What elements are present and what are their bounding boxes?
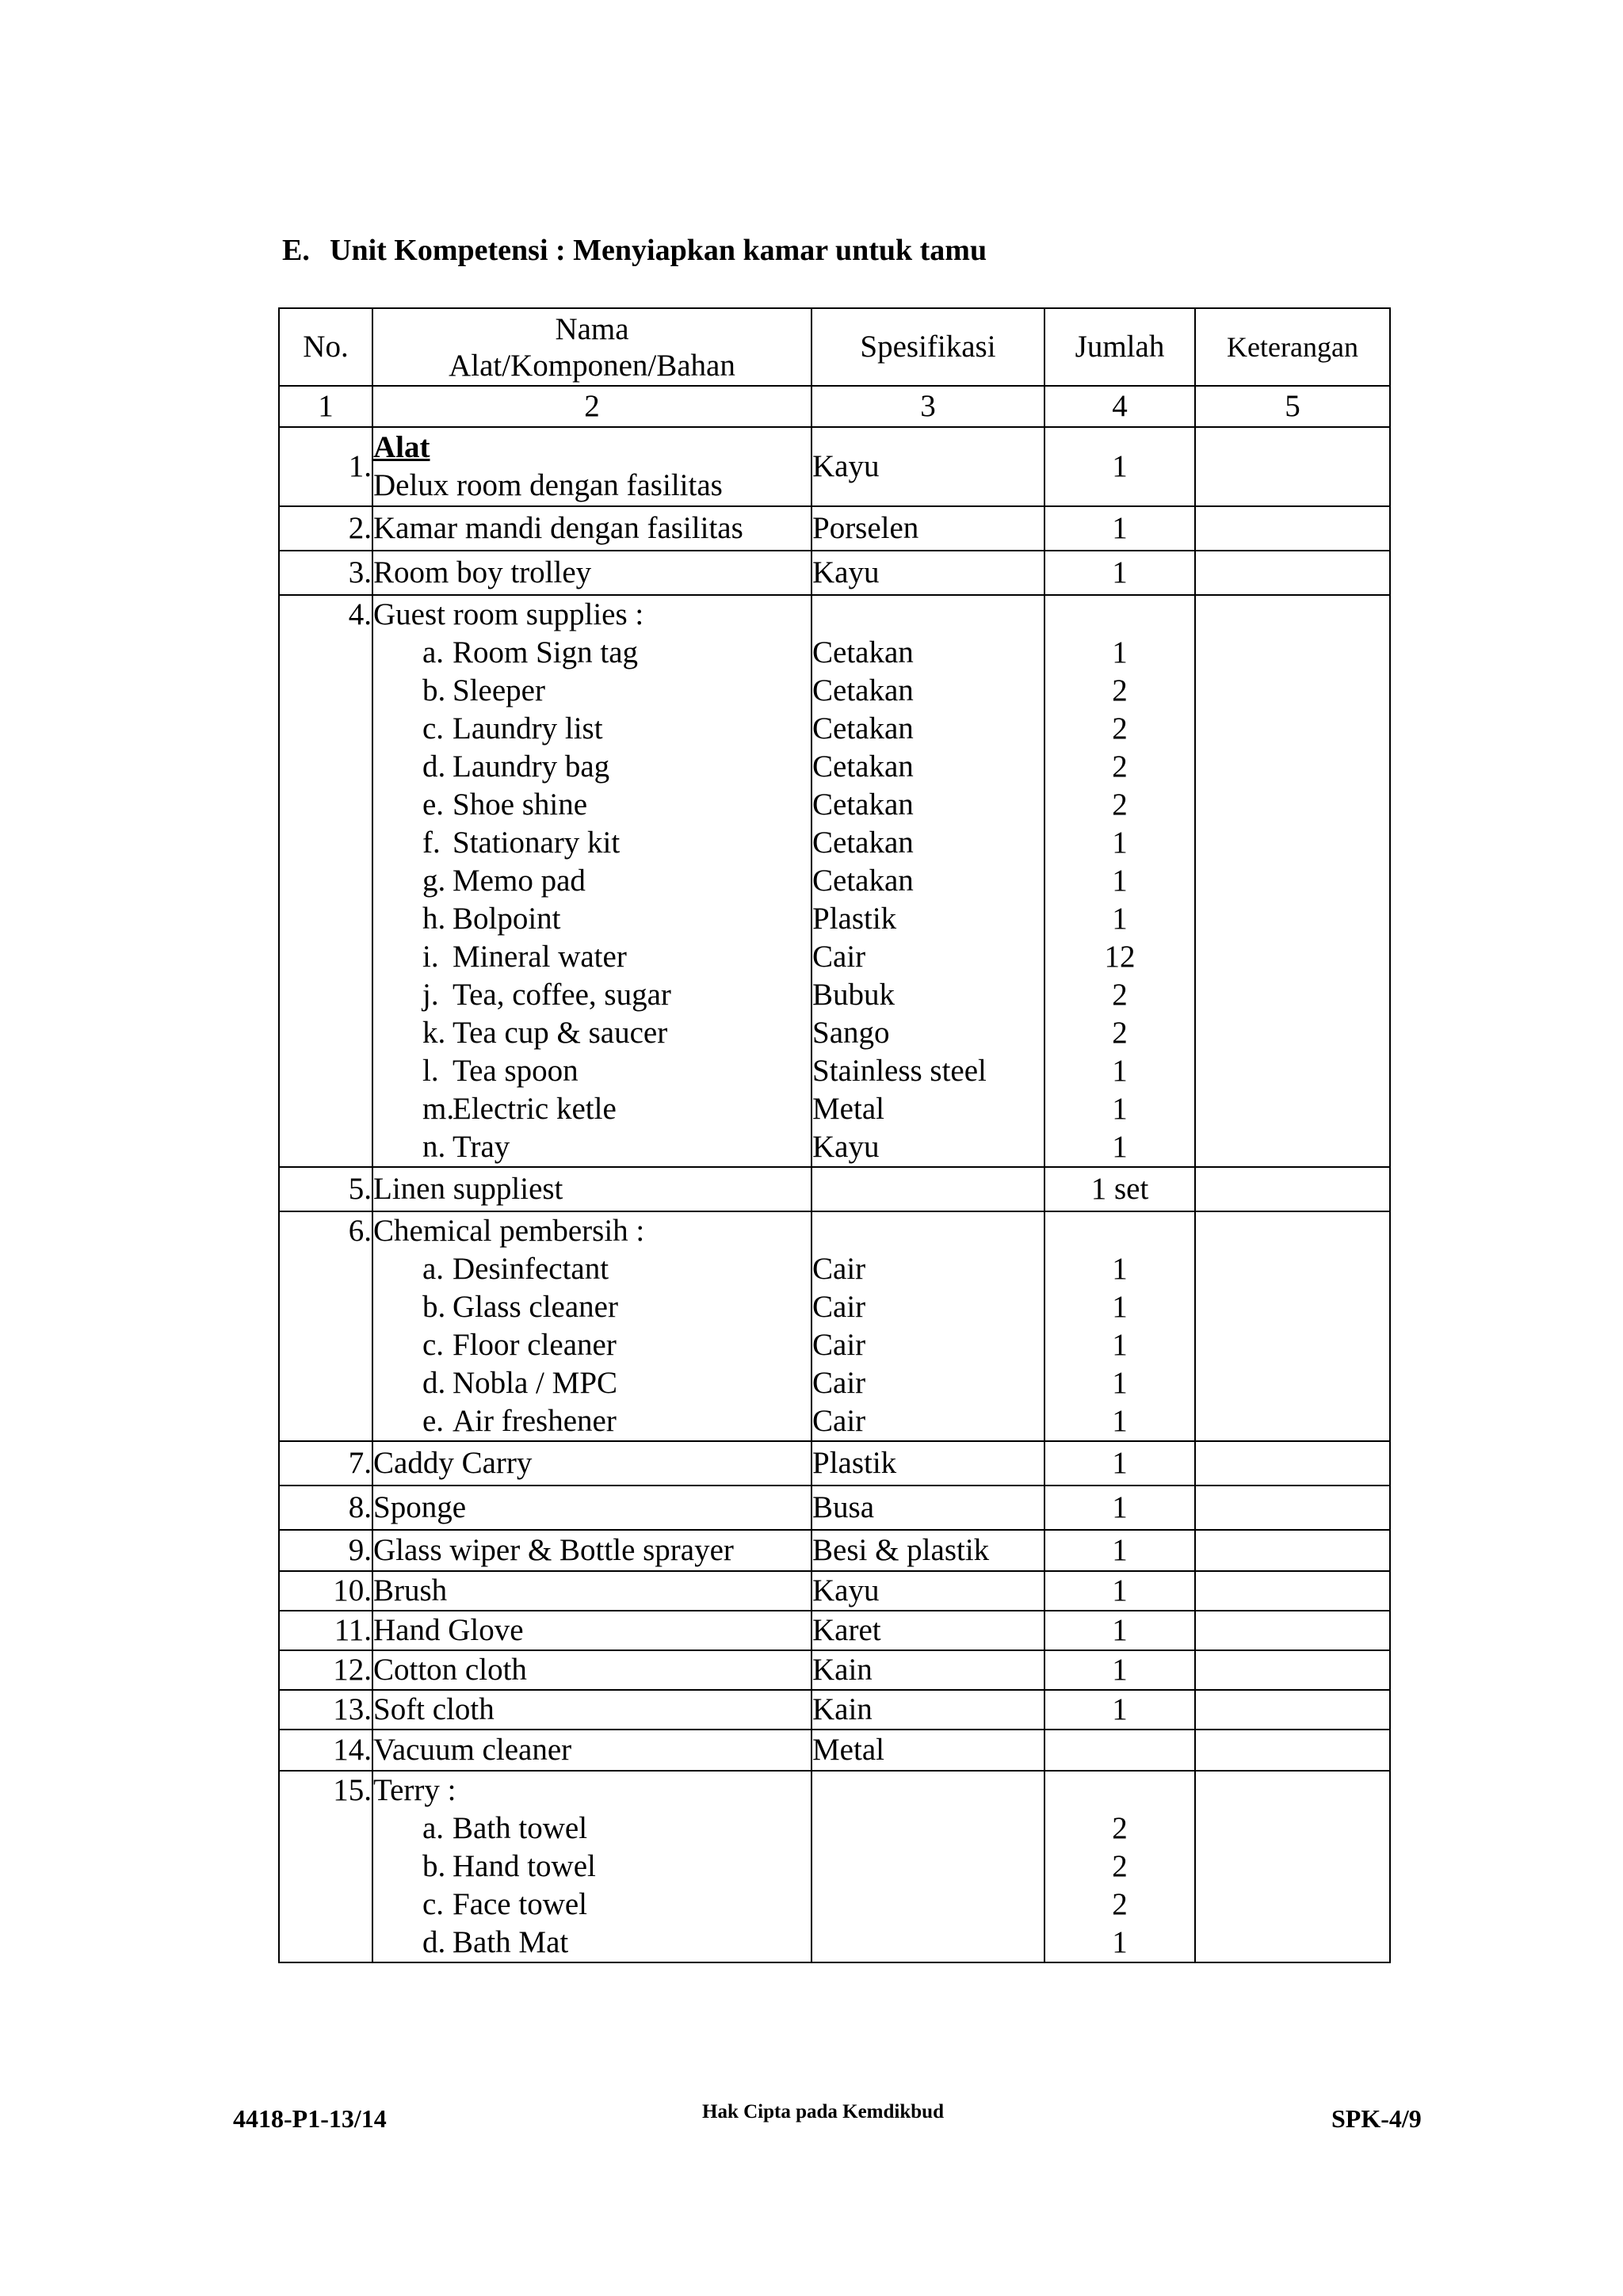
sub-item-qty: 1 (1112, 1130, 1128, 1164)
row-spec-cell (812, 1771, 1044, 1962)
row-name: Delux room dengan fasilitas (373, 468, 723, 502)
table-row (279, 1690, 1390, 1730)
sub-item-name: Mineral water (453, 940, 627, 974)
row-spec-cell: Plastik (812, 1441, 1044, 1486)
row-note-cell (1195, 1650, 1390, 1690)
row-note-cell (1195, 506, 1390, 551)
sub-item-letter: a. (422, 635, 445, 669)
row-note-cell (1195, 1441, 1390, 1486)
sub-item-spec: Cetakan (812, 711, 914, 746)
section-letter: E. (282, 234, 310, 267)
sub-item-qty: 2 (1112, 711, 1128, 746)
row-name-cell: Soft cloth (372, 1690, 812, 1730)
sub-item-qty: 1 (1112, 1252, 1128, 1286)
sub-item (373, 1886, 811, 1924)
sub-item (373, 672, 811, 710)
sub-item-letter: c. (422, 711, 445, 746)
sub-item-letter: g. (422, 864, 446, 898)
sub-item-spec: Cetakan (812, 635, 914, 669)
row-spec-cell (812, 1211, 1044, 1441)
sub-item (373, 1014, 811, 1052)
row-spec-cell (812, 595, 1044, 1167)
spacer (1045, 1212, 1194, 1250)
sub-item-spec (812, 1848, 1044, 1886)
row-note-cell (1195, 1486, 1390, 1530)
sub-item-name: Room Sign tag (453, 635, 639, 669)
footer-page: SPK-4/9 (1331, 2104, 1422, 2133)
header-name (372, 308, 812, 386)
sub-item-name: Tea cup & saucer (453, 1016, 668, 1050)
sub-item (373, 976, 811, 1014)
sub-item-name: Laundry bag (453, 749, 610, 784)
sub-item-name: Glass cleaner (453, 1290, 618, 1324)
row-qty-cell: 1 (1044, 427, 1195, 506)
sub-item-spec: Cair (812, 1328, 866, 1362)
row-number: 10. (279, 1571, 372, 1611)
spacer (812, 1212, 1044, 1250)
header-note: Keterangan (1195, 308, 1390, 386)
table-header-row (279, 308, 1390, 386)
row-spec-cell: Karet (812, 1611, 1044, 1650)
row-number: 13. (279, 1690, 372, 1730)
sub-item (373, 1090, 811, 1128)
sub-item-letter: l. (422, 1054, 439, 1088)
sub-item-qty: 2 (1112, 1887, 1128, 1921)
sub-item-name: Tray (453, 1130, 510, 1164)
table-body (279, 427, 1390, 1962)
row-number: 9. (279, 1530, 372, 1571)
sub-item-letter: k. (422, 1016, 446, 1050)
sub-item-spec: Cetakan (812, 749, 914, 784)
row-name-cell: Vacuum cleaner (372, 1730, 812, 1771)
group-title: Terry : (373, 1773, 456, 1807)
row-name-cell (372, 1771, 812, 1962)
sub-item-name: Tea, coffee, sugar (453, 978, 671, 1012)
header-no: No. (279, 308, 372, 386)
row-number: 2. (279, 506, 372, 551)
row-spec-cell: Kayu (812, 427, 1044, 506)
row-spec-cell: Besi & plastik (812, 1530, 1044, 1571)
equipment-table (278, 307, 1391, 1963)
sub-item-spec: Cetakan (812, 788, 914, 822)
row-spec-cell (812, 1167, 1044, 1211)
header-qty: Jumlah (1044, 308, 1195, 386)
sub-item-spec (812, 1886, 1044, 1924)
row-qty-cell: 1 (1044, 551, 1195, 595)
sub-item-spec (812, 1810, 1044, 1848)
sub-item-name: Laundry list (453, 711, 603, 746)
row-spec-cell: Kain (812, 1650, 1044, 1690)
sub-item (373, 1924, 811, 1962)
sub-item-qty: 2 (1112, 1849, 1128, 1883)
row-qty-cell: 1 (1044, 1690, 1195, 1730)
sub-item (373, 1128, 811, 1166)
sub-item-name: Stationary kit (453, 826, 621, 860)
sub-item-qty: 1 (1112, 1092, 1128, 1126)
sub-item-name: Floor cleaner (453, 1328, 617, 1362)
row-number (279, 595, 372, 1167)
row-qty-cell: 1 (1044, 1611, 1195, 1650)
table-row (279, 1730, 1390, 1771)
sub-item-qty: 1 (1112, 1404, 1128, 1438)
row-number: 7. (279, 1441, 372, 1486)
row-name-cell: Linen suppliest (372, 1167, 812, 1211)
section-title (282, 233, 987, 268)
sub-item-letter: b. (422, 673, 446, 707)
sub-item-qty: 2 (1112, 749, 1128, 784)
row-qty-cell (1044, 595, 1195, 1167)
sub-item (373, 938, 811, 976)
column-number: 4 (1044, 386, 1195, 427)
row-qty-cell (1044, 1771, 1195, 1962)
sub-item-spec: Plastik (812, 902, 897, 936)
sub-item (373, 1052, 811, 1090)
sub-item (373, 862, 811, 900)
sub-item-spec: Cair (812, 940, 866, 974)
sub-item-qty: 1 (1112, 902, 1128, 936)
spacer (812, 1772, 1044, 1810)
sub-item-letter: j. (422, 978, 439, 1012)
row-name-cell: Room boy trolley (372, 551, 812, 595)
row-spec-cell: Busa (812, 1486, 1044, 1530)
sub-item-letter: d. (422, 749, 446, 784)
sub-item-letter: b. (422, 1849, 446, 1883)
row-name-cell: Hand Glove (372, 1611, 812, 1650)
row-qty-cell: 1 (1044, 1441, 1195, 1486)
row-spec-cell: Kayu (812, 1571, 1044, 1611)
row-note-cell (1195, 595, 1390, 1167)
table-row (279, 1571, 1390, 1611)
sub-item-spec: Stainless steel (812, 1054, 987, 1088)
sub-item-name: Tea spoon (453, 1054, 579, 1088)
row-number-text: 6. (348, 1214, 372, 1248)
table-row (279, 1650, 1390, 1690)
sub-item-letter: m. (422, 1092, 455, 1126)
sub-item-letter: h. (422, 902, 446, 936)
sub-item-qty: 1 (1112, 1925, 1128, 1959)
row-spec-cell: Kayu (812, 551, 1044, 595)
sub-item-letter: i. (422, 940, 439, 974)
sub-item (373, 786, 811, 824)
row-qty-cell (1044, 1730, 1195, 1771)
table-row (279, 1486, 1390, 1530)
table-row (279, 1771, 1390, 1962)
table-row (279, 1611, 1390, 1650)
sub-item-qty: 12 (1104, 940, 1136, 974)
row-spec-cell: Metal (812, 1730, 1044, 1771)
sub-item (373, 1402, 811, 1440)
sub-item-name: Memo pad (453, 864, 586, 898)
spacer (812, 596, 1044, 634)
sub-item-letter: c. (422, 1887, 445, 1921)
row-name-cell (372, 427, 812, 506)
row-qty-cell: 1 (1044, 1530, 1195, 1571)
spacer (1045, 1772, 1194, 1810)
sub-item-qty: 2 (1112, 788, 1128, 822)
footer-code: 4418-P1-13/14 (233, 2104, 387, 2133)
row-name-cell: Brush (372, 1571, 812, 1611)
sub-item-letter: d. (422, 1925, 446, 1959)
sub-item-qty: 1 (1112, 1054, 1128, 1088)
row-note-cell (1195, 1771, 1390, 1962)
row-note-cell (1195, 1211, 1390, 1441)
row-number: 8. (279, 1486, 372, 1530)
table-row (279, 1211, 1390, 1441)
sub-item-qty: 1 (1112, 1328, 1128, 1362)
row-qty-cell: 1 set (1044, 1167, 1195, 1211)
row-name-cell: Cotton cloth (372, 1650, 812, 1690)
row-number: 14. (279, 1730, 372, 1771)
sub-item-name: Electric ketle (453, 1092, 617, 1126)
row-qty-cell: 1 (1044, 1571, 1195, 1611)
row-number-text: 15. (333, 1773, 372, 1807)
row-note-cell (1195, 427, 1390, 506)
sub-item-spec: Cetakan (812, 826, 914, 860)
sub-item-name: Desinfectant (453, 1252, 609, 1286)
table-row (279, 595, 1390, 1167)
sub-item (373, 1364, 811, 1402)
row-name-cell: Sponge (372, 1486, 812, 1530)
sub-item (373, 1848, 811, 1886)
sub-item-letter: e. (422, 1404, 445, 1438)
row-note-cell (1195, 1690, 1390, 1730)
row-note-cell (1195, 1167, 1390, 1211)
sub-item (373, 824, 811, 862)
row-note-cell (1195, 1530, 1390, 1571)
sub-item (373, 710, 811, 748)
row-note-cell (1195, 551, 1390, 595)
row-number (279, 1211, 372, 1441)
row-qty-cell (1044, 1211, 1195, 1441)
sub-item-spec: Cair (812, 1404, 866, 1438)
table-row (279, 1167, 1390, 1211)
row-name-cell: Kamar mandi dengan fasilitas (372, 506, 812, 551)
row-number (279, 1771, 372, 1962)
row-note-cell (1195, 1611, 1390, 1650)
sub-item-spec: Cair (812, 1290, 866, 1324)
sub-item-qty: 1 (1112, 635, 1128, 669)
sub-item-spec (812, 1924, 1044, 1962)
sub-item (373, 1326, 811, 1364)
sub-item-name: Nobla / MPC (453, 1366, 618, 1400)
sub-item-qty: 2 (1112, 978, 1128, 1012)
sub-item-spec: Metal (812, 1092, 884, 1126)
sub-item-qty: 2 (1112, 1811, 1128, 1845)
sub-item (373, 1810, 811, 1848)
sub-item-name: Bath Mat (453, 1925, 569, 1959)
sub-item-name: Face towel (453, 1887, 588, 1921)
sub-item-qty: 1 (1112, 826, 1128, 860)
column-number: 3 (812, 386, 1044, 427)
sub-item-name: Hand towel (453, 1849, 596, 1883)
sub-item-spec: Cetakan (812, 864, 914, 898)
sub-item-spec: Bubuk (812, 978, 896, 1012)
sub-item-spec: Cair (812, 1366, 866, 1400)
table-row (279, 427, 1390, 506)
header-spec: Spesifikasi (812, 308, 1044, 386)
row-spec-cell: Porselen (812, 506, 1044, 551)
group-title: Guest room supplies : (373, 597, 644, 631)
header-name-line1: Nama (555, 312, 629, 346)
sub-item-letter: n. (422, 1130, 446, 1164)
sub-item-letter: b. (422, 1290, 446, 1324)
sub-item-name: Shoe shine (453, 788, 588, 822)
sub-item (373, 634, 811, 672)
category-label: Alat (373, 430, 430, 464)
sub-item-name: Bath towel (453, 1811, 588, 1845)
sub-item (373, 748, 811, 786)
spacer (1045, 596, 1194, 634)
sub-item-name: Bolpoint (453, 902, 561, 936)
sub-item-name: Air freshener (453, 1404, 617, 1438)
row-qty-cell: 1 (1044, 1650, 1195, 1690)
sub-item (373, 1250, 811, 1288)
sub-item-qty: 1 (1112, 1366, 1128, 1400)
column-number: 2 (372, 386, 812, 427)
sub-item-spec: Cetakan (812, 673, 914, 707)
sub-item-letter: a. (422, 1252, 445, 1286)
row-number-text: 4. (348, 597, 372, 631)
row-note-cell (1195, 1571, 1390, 1611)
sub-item-spec: Sango (812, 1016, 890, 1050)
sub-item-qty: 2 (1112, 1016, 1128, 1050)
header-name-line2: Alat/Komponen/Bahan (449, 349, 735, 383)
sub-item (373, 900, 811, 938)
row-note-cell (1195, 1730, 1390, 1771)
group-title: Chemical pembersih : (373, 1214, 645, 1248)
table-row (279, 1530, 1390, 1571)
sub-item-letter: e. (422, 788, 445, 822)
row-number: 3. (279, 551, 372, 595)
column-number: 5 (1195, 386, 1390, 427)
column-number-row (279, 386, 1390, 427)
sub-item-letter: f. (422, 826, 441, 860)
row-number: 11. (279, 1611, 372, 1650)
footer-copyright: Hak Cipta pada Kemdikbud (702, 2101, 944, 2122)
row-number: 12. (279, 1650, 372, 1690)
sub-item-qty: 2 (1112, 673, 1128, 707)
row-name-cell: Glass wiper & Bottle sprayer (372, 1530, 812, 1571)
section-title-text: Unit Kompetensi : Menyiapkan kamar untuk tamu (330, 234, 987, 267)
sub-item-qty: 1 (1112, 1290, 1128, 1324)
row-qty-cell: 1 (1044, 1486, 1195, 1530)
row-qty-cell: 1 (1044, 506, 1195, 551)
column-number: 1 (279, 386, 372, 427)
row-number: 1. (279, 427, 372, 506)
sub-item-letter: a. (422, 1811, 445, 1845)
row-name-cell (372, 1211, 812, 1441)
row-spec-cell: Kain (812, 1690, 1044, 1730)
sub-item (373, 1288, 811, 1326)
sub-item-letter: d. (422, 1366, 446, 1400)
table-row (279, 551, 1390, 595)
sub-item-spec: Kayu (812, 1130, 880, 1164)
row-name-cell: Caddy Carry (372, 1441, 812, 1486)
table-row (279, 1441, 1390, 1486)
sub-item-name: Sleeper (453, 673, 545, 707)
table-row (279, 506, 1390, 551)
sub-item-qty: 1 (1112, 864, 1128, 898)
row-number: 5. (279, 1167, 372, 1211)
row-name-cell (372, 595, 812, 1167)
sub-item-spec: Cair (812, 1252, 866, 1286)
sub-item-letter: c. (422, 1328, 445, 1362)
